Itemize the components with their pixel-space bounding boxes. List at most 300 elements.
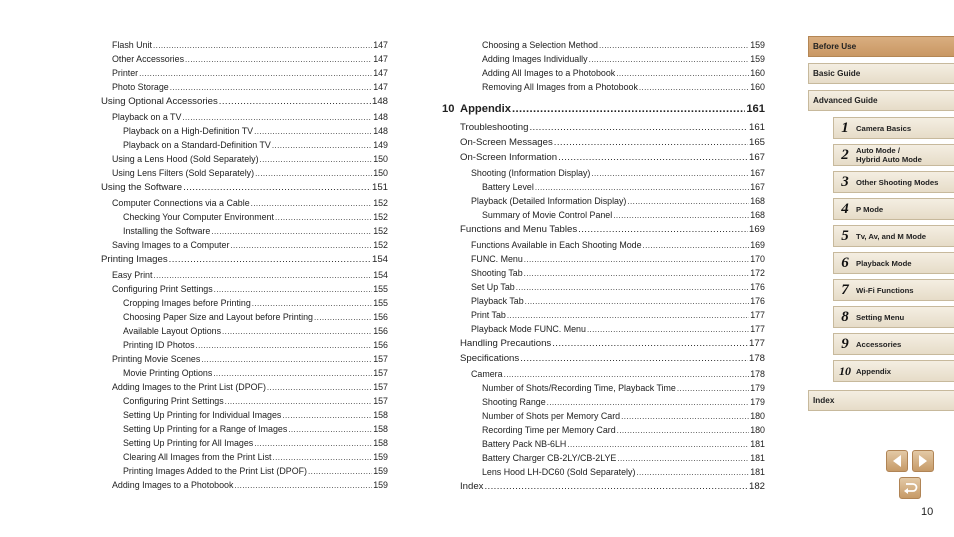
toc-entry-title: Choosing a Selection Method [482, 40, 598, 50]
dot-leader [529, 121, 748, 135]
dot-leader [170, 80, 372, 95]
toc-entry-using-a-lens-hood-sold-separately[interactable] [101, 152, 388, 166]
toc-appendix-list [460, 121, 765, 494]
sidebar-chapter-camera-basics[interactable] [833, 117, 954, 139]
toc-entry-page: 156 [373, 312, 388, 322]
toc-entry-setting-up-printing-for-all-images[interactable] [101, 436, 388, 450]
chapter-number-icon: 9 [841, 335, 849, 352]
toc-entry-page: 150 [373, 168, 388, 178]
toc-entry-title: Battery Pack NB-6LH [482, 439, 567, 449]
toc-entry-title: Summary of Movie Control Panel [482, 210, 613, 220]
toc-entry-page: 152 [373, 212, 388, 222]
dot-leader [272, 138, 372, 153]
toc-entry-title: Camera [471, 369, 503, 379]
toc-entry-title: Choosing Paper Size and Layout before Printing [123, 312, 313, 322]
toc-column-left [101, 38, 388, 492]
toc-entry-using-lens-filters-sold-separately[interactable] [101, 166, 388, 180]
sidebar-nav [808, 36, 954, 417]
toc-entry-playback-detailed-information-display[interactable] [460, 194, 765, 208]
toc-entry-photo-storage[interactable] [101, 80, 388, 94]
dot-leader [254, 436, 372, 451]
toc-entry-configuring-print-settings[interactable] [101, 394, 388, 408]
toc-entry-title: Setting Up Printing for a Range of Images [123, 424, 288, 434]
toc-entry-printing-images-added-to-the-print-list-dpof[interactable] [101, 464, 388, 478]
toc-entry-page: 147 [373, 68, 388, 78]
toc-entry-page: 169 [750, 240, 765, 250]
toc-entry-printer[interactable] [101, 66, 388, 80]
toc-entry-page: 156 [373, 340, 388, 350]
toc-entry-camera[interactable] [460, 367, 765, 381]
toc-entry-page: 168 [750, 196, 765, 206]
toc-entry-computer-connections-via-a-cable[interactable] [101, 196, 388, 210]
toc-entry-title: Playback on a High-Definition TV [123, 126, 254, 136]
dot-leader [183, 181, 371, 195]
toc-entry-title: Index [460, 481, 484, 492]
toc-entry-page: 147 [373, 40, 388, 50]
dot-leader [567, 437, 749, 452]
dot-leader [267, 380, 372, 395]
toc-entry-title: Playback on a Standard-Definition TV [123, 140, 271, 150]
chapter-number-icon: 1 [841, 119, 849, 136]
dot-leader [578, 223, 748, 237]
dot-leader [524, 252, 749, 267]
toc-entry-title: Functions Available in Each Shooting Mode [471, 240, 642, 250]
sidebar-tab-label: Basic Guide [813, 69, 861, 78]
dot-leader [211, 224, 372, 239]
sidebar-chapter-other-shooting-modes[interactable] [833, 171, 954, 193]
toc-entry-easy-print[interactable] [101, 268, 388, 282]
dot-leader [617, 423, 750, 438]
toc-entry-playback-tab[interactable] [460, 294, 765, 308]
dot-leader [554, 136, 748, 150]
chapter-number-icon: 6 [841, 254, 849, 271]
toc-continued-list [460, 38, 765, 94]
dot-leader [230, 238, 372, 253]
sidebar-chapter-setting-menu[interactable] [833, 306, 954, 328]
toc-entry-page: 152 [373, 240, 388, 250]
toc-entry-page: 159 [750, 40, 765, 50]
toc-entry-playback-mode-func-menu[interactable] [460, 322, 765, 336]
toc-entry-title: Printing Images Added to the Print List (DPOF) [123, 466, 307, 476]
dot-leader [288, 422, 372, 437]
toc-entry-set-up-tab[interactable] [460, 280, 765, 294]
toc-entry-title: FUNC. Menu [471, 254, 523, 264]
dot-leader [255, 166, 372, 181]
toc-entry-page: 159 [373, 466, 388, 476]
toc-entry-title: Printer [112, 68, 139, 78]
toc-entry-specifications[interactable] [460, 352, 765, 366]
toc-entry-page: 167 [748, 152, 765, 163]
toc-entry-title: Battery Charger CB-2LY/CB-2LYE [482, 453, 617, 463]
toc-entry-page: 161 [748, 122, 765, 133]
toc-entry-on-screen-messages[interactable] [460, 136, 765, 150]
toc-entry-title: Specifications [460, 353, 520, 364]
toc-entry-page: 159 [750, 54, 765, 64]
toc-entry-page: 177 [750, 324, 765, 334]
dot-leader [254, 124, 372, 139]
toc-entry-title: Playback on a TV [112, 112, 182, 122]
sidebar-chapter-label: Setting Menu [856, 312, 905, 322]
sidebar-chapter-label: Appendix [856, 366, 892, 376]
toc-entry-printing-movie-scenes[interactable] [101, 352, 388, 366]
dot-leader [222, 324, 372, 339]
toc-entry-shooting-tab[interactable] [460, 266, 765, 280]
toc-entry-page: 156 [373, 326, 388, 336]
toc-entry-page: 159 [373, 480, 388, 490]
toc-entry-page: 178 [748, 353, 765, 364]
dot-leader [251, 196, 373, 211]
dot-leader [196, 338, 373, 353]
sidebar-index-label: Index [813, 396, 835, 405]
dot-leader [589, 52, 750, 67]
toc-entry-saving-images-to-a-computer[interactable] [101, 238, 388, 252]
toc-entry-title: Configuring Print Settings [123, 396, 224, 406]
dot-leader [591, 166, 749, 181]
toc-entry-battery-level[interactable] [460, 180, 765, 194]
toc-chapter-appendix[interactable] [442, 99, 765, 119]
toc-entry-page: 157 [373, 382, 388, 392]
toc-entry-title: Shooting (Information Display) [471, 168, 591, 178]
toc-entry-page: 177 [748, 338, 765, 349]
dot-leader [599, 38, 749, 53]
toc-entry-lens-hood-lh-dc60-sold-separately[interactable] [460, 465, 765, 479]
dot-leader [308, 464, 372, 479]
toc-entry-playback-on-a-high-definition-tv[interactable] [101, 124, 388, 138]
chapter-number: 10 [442, 103, 455, 115]
chapter-title: Appendix [460, 103, 511, 115]
dot-leader [213, 366, 372, 381]
toc-entry-title: Playback Mode FUNC. Menu [471, 324, 586, 334]
toc-entry-using-optional-accessories[interactable] [101, 95, 388, 109]
dot-leader [214, 282, 373, 297]
dot-leader [282, 408, 372, 423]
toc-entry-flash-unit[interactable] [101, 38, 388, 52]
toc-entry-title: Handling Precautions [460, 338, 552, 349]
dot-leader [627, 194, 749, 209]
dot-leader [516, 280, 749, 295]
toc-entry-title: Print Tab [471, 310, 506, 320]
dot-leader [552, 337, 748, 351]
toc-entry-title: Adding Images to the Print List (DPOF) [112, 382, 266, 392]
toc-entry-adding-images-individually[interactable] [460, 52, 765, 66]
sidebar-tab-label: Before Use [813, 42, 857, 51]
toc-entry-title: Removing All Images from a Photobook [482, 82, 638, 92]
toc-entry-title: Using a Lens Hood (Sold Separately) [112, 154, 259, 164]
sidebar-chapter-label: Wi-Fi Functions [856, 285, 914, 295]
toc-entry-removing-all-images-from-a-photobook[interactable] [460, 80, 765, 94]
toc-entry-functions-available-in-each-shooting-mode[interactable] [460, 238, 765, 252]
toc-entry-title: Battery Level [482, 182, 534, 192]
dot-leader [636, 465, 749, 480]
toc-entry-page: 158 [373, 424, 388, 434]
toc-entry-title: Recording Time per Memory Card [482, 425, 616, 435]
toc-entry-page: 179 [750, 383, 765, 393]
sidebar-chapter-appendix[interactable] [833, 360, 954, 382]
dot-leader [512, 99, 745, 119]
toc-entry-page: 168 [750, 210, 765, 220]
dot-leader [520, 352, 748, 366]
chapter-number-icon: 5 [841, 227, 849, 244]
chapter-number-icon: 3 [841, 173, 849, 190]
toc-entry-setting-up-printing-for-individual-images[interactable] [101, 408, 388, 422]
toc-entry-page: 148 [373, 126, 388, 136]
return-icon [902, 481, 918, 495]
dot-leader [153, 38, 372, 53]
toc-entry-page: 169 [748, 224, 765, 235]
toc-entry-printing-images[interactable] [101, 253, 388, 267]
toc-entry-page: 152 [373, 226, 388, 236]
toc-entry-page: 147 [373, 82, 388, 92]
dot-leader [535, 180, 749, 195]
toc-entry-on-screen-information[interactable] [460, 151, 765, 165]
sidebar-chapter-label: Other Shooting Modes [856, 177, 939, 187]
dot-leader [484, 480, 748, 494]
toc-entry-page: 151 [371, 182, 388, 193]
toc-entry-title: Easy Print [112, 270, 153, 280]
toc-entry-index[interactable] [460, 480, 765, 494]
sidebar-chapter-auto-mode-hybrid-auto-mode[interactable] [833, 144, 954, 166]
toc-entry-title: Using the Software [101, 182, 183, 193]
toc-entry-page: 170 [750, 254, 765, 264]
dot-leader [677, 381, 749, 396]
toc-entry-movie-printing-options[interactable] [101, 366, 388, 380]
toc-entry-page: 154 [371, 254, 388, 265]
toc-entry-page: 152 [373, 198, 388, 208]
toc-entry-playback-on-a-tv[interactable] [101, 110, 388, 124]
sidebar-chapter-wi-fi-functions[interactable] [833, 279, 954, 301]
toc-entry-title: Playback (Detailed Information Display) [471, 196, 627, 206]
toc-entry-page: 160 [750, 68, 765, 78]
dot-leader [613, 208, 749, 223]
dot-leader [524, 266, 750, 281]
dot-leader [507, 308, 749, 323]
toc-entry-title: Playback Tab [471, 296, 524, 306]
toc-entry-page: 181 [750, 467, 765, 477]
toc-entry-page: 155 [373, 298, 388, 308]
sidebar-chapter-label: Accessories [856, 339, 902, 349]
toc-entry-printing-id-photos[interactable] [101, 338, 388, 352]
sidebar-chapter-playback-mode[interactable] [833, 252, 954, 274]
toc-entry-print-tab[interactable] [460, 308, 765, 322]
next-page-icon [917, 454, 929, 468]
toc-entry-number-of-shots-per-memory-card[interactable] [460, 409, 765, 423]
toc-entry-available-layout-options[interactable] [101, 324, 388, 338]
toc-entry-adding-images-to-the-print-list-dpof[interactable] [101, 380, 388, 394]
toc-entry-title: Adding Images Individually [482, 54, 588, 64]
chapter-number-icon: 2 [841, 146, 849, 163]
toc-entry-page: 157 [373, 368, 388, 378]
toc-entry-adding-images-to-a-photobook[interactable] [101, 478, 388, 492]
toc-entry-page: 148 [373, 112, 388, 122]
toc-entry-title: Shooting Tab [471, 268, 523, 278]
toc-entry-checking-your-computer-environment[interactable] [101, 210, 388, 224]
toc-entry-handling-precautions[interactable] [460, 337, 765, 351]
previous-page-button[interactable] [886, 450, 908, 472]
chapter-number-icon: 7 [841, 281, 849, 298]
previous-page-icon [891, 454, 903, 468]
dot-leader [275, 210, 372, 225]
toc-entry-title: Clearing All Images from the Print List [123, 452, 272, 462]
toc-entry-other-accessories[interactable] [101, 52, 388, 66]
dot-leader [139, 66, 372, 81]
toc-entry-number-of-shots-recording-time-playback-time[interactable] [460, 381, 765, 395]
toc-entry-title: Adding Images to a Photobook [112, 480, 234, 490]
dot-leader [558, 151, 748, 165]
toc-entry-title: Photo Storage [112, 82, 169, 92]
toc-entry-page: 165 [748, 137, 765, 148]
dot-leader [252, 296, 372, 311]
toc-entry-page: 149 [373, 140, 388, 150]
dot-leader [201, 352, 372, 367]
toc-entry-title: Printing ID Photos [123, 340, 195, 350]
sidebar-tab-before-use[interactable] [808, 36, 954, 57]
toc-entry-page: 159 [373, 452, 388, 462]
toc-entry-summary-of-movie-control-panel[interactable] [460, 208, 765, 222]
toc-entry-installing-the-software[interactable] [101, 224, 388, 238]
toc-entry-battery-pack-nb-6lh[interactable] [460, 437, 765, 451]
toc-entry-page: 176 [750, 282, 765, 292]
toc-entry-cropping-images-before-printing[interactable] [101, 296, 388, 310]
chapter-number-icon: 4 [841, 200, 849, 217]
sidebar-chapter-label: Playback Mode [856, 258, 912, 268]
toc-entry-page: 167 [750, 182, 765, 192]
toc-entry-title: Troubleshooting [460, 122, 529, 133]
dot-leader [639, 80, 749, 95]
toc-entry-title: Installing the Software [123, 226, 211, 236]
toc-entry-recording-time-per-memory-card[interactable] [460, 423, 765, 437]
toc-entry-title: Other Accessories [112, 54, 185, 64]
toc-entry-shooting-range[interactable] [460, 395, 765, 409]
toc-entry-page: 155 [373, 284, 388, 294]
dot-leader [547, 395, 750, 410]
sidebar-chapter-label: P Mode [856, 204, 884, 214]
return-button[interactable] [899, 477, 921, 499]
toc-entry-page: 180 [750, 425, 765, 435]
dot-leader [182, 110, 372, 125]
toc-entry-title: Number of Shots per Memory Card [482, 411, 621, 421]
dot-leader [314, 310, 372, 325]
toc-entry-func-menu[interactable] [460, 252, 765, 266]
dot-leader [260, 152, 373, 167]
toc-entry-page: 177 [750, 310, 765, 320]
sidebar-index[interactable] [808, 390, 954, 411]
next-page-button[interactable] [912, 450, 934, 472]
toc-entry-page: 182 [748, 481, 765, 492]
toc-entry-setting-up-printing-for-a-range-of-images[interactable] [101, 422, 388, 436]
toc-entry-page: 147 [373, 54, 388, 64]
toc-entry-page: 160 [750, 82, 765, 92]
toc-entry-battery-charger-cb-2ly-cb-2lye[interactable] [460, 451, 765, 465]
toc-entry-page: 181 [750, 453, 765, 463]
toc-entry-title: On-Screen Messages [460, 137, 553, 148]
toc-entry-playback-on-a-standard-definition-tv[interactable] [101, 138, 388, 152]
toc-entry-page: 178 [750, 369, 765, 379]
toc-entry-title: Shooting Range [482, 397, 546, 407]
toc-entry-title: Flash Unit [112, 40, 152, 50]
sidebar-chapter-label: Auto Mode / Hybrid Auto Mode [856, 146, 922, 164]
toc-entry-choosing-a-selection-method[interactable] [460, 38, 765, 52]
toc-entry-title: Cropping Images before Printing [123, 298, 251, 308]
toc-entry-page: 181 [750, 439, 765, 449]
toc-entry-title: Setting Up Printing for Individual Images [123, 410, 282, 420]
toc-entry-adding-all-images-to-a-photobook[interactable] [460, 66, 765, 80]
sidebar-chapter-tv-av-and-m-mode[interactable] [833, 225, 954, 247]
dot-leader [225, 394, 373, 409]
toc-entry-title: Set Up Tab [471, 282, 515, 292]
dot-leader [169, 253, 371, 267]
toc-entry-title: Using Lens Filters (Sold Separately) [112, 168, 255, 178]
sidebar-tab-advanced-guide[interactable] [808, 90, 954, 111]
dot-leader [504, 367, 750, 382]
sidebar-chapter-label: Camera Basics [856, 123, 912, 133]
toc-entry-page: 179 [750, 397, 765, 407]
toc-entry-title: Number of Shots/Recording Time, Playback Time [482, 383, 676, 393]
page-number: 10 [921, 506, 934, 518]
toc-entry-configuring-print-settings[interactable] [101, 282, 388, 296]
toc-entry-title: Using Optional Accessories [101, 96, 218, 107]
dot-leader [525, 294, 750, 309]
toc-entry-title: Printing Movie Scenes [112, 354, 201, 364]
toc-entry-title: Configuring Print Settings [112, 284, 213, 294]
toc-entry-functions-and-menu-tables[interactable] [460, 223, 765, 237]
toc-entry-title: Setting Up Printing for All Images [123, 438, 254, 448]
toc-entry-clearing-all-images-from-the-print-list[interactable] [101, 450, 388, 464]
toc-entry-title: On-Screen Information [460, 152, 558, 163]
sidebar-tab-basic-guide[interactable] [808, 63, 954, 84]
toc-entry-page: 157 [373, 396, 388, 406]
dot-leader [234, 478, 372, 493]
dot-leader [587, 322, 749, 337]
toc-entry-page: 158 [373, 438, 388, 448]
toc-entry-shooting-information-display[interactable] [460, 166, 765, 180]
toc-entry-page: 176 [750, 296, 765, 306]
sidebar-chapter-accessories[interactable] [833, 333, 954, 355]
toc-entry-title: Movie Printing Options [123, 368, 213, 378]
toc-entry-page: 172 [750, 268, 765, 278]
chapter-number-icon: 8 [841, 308, 849, 325]
toc-entry-page: 148 [371, 96, 388, 107]
toc-entry-page: 158 [373, 410, 388, 420]
sidebar-chapter-p-mode[interactable] [833, 198, 954, 220]
sidebar-chapter-label: Tv, Av, and M Mode [856, 231, 927, 241]
dot-leader [616, 66, 749, 81]
toc-entry-title: Functions and Menu Tables [460, 224, 578, 235]
dot-leader [219, 95, 371, 109]
chapter-number-icon: 10 [839, 363, 851, 378]
toc-entry-title: Available Layout Options [123, 326, 222, 336]
toc-entry-title: Checking Your Computer Environment [123, 212, 274, 222]
toc-entry-page: 150 [373, 154, 388, 164]
dot-leader [185, 52, 372, 67]
toc-entry-title: Computer Connections via a Cable [112, 198, 250, 208]
sidebar-tab-label: Advanced Guide [813, 96, 878, 105]
toc-entry-title: Lens Hood LH-DC60 (Sold Separately) [482, 467, 636, 477]
toc-entry-page: 154 [373, 270, 388, 280]
dot-leader [643, 238, 750, 253]
toc-entry-title: Printing Images [101, 254, 168, 265]
dot-leader [617, 451, 749, 466]
toc-entry-using-the-software[interactable] [101, 181, 388, 195]
toc-entry-choosing-paper-size-and-layout-before-printing[interactable] [101, 310, 388, 324]
dot-leader [272, 450, 372, 465]
toc-entry-troubleshooting[interactable] [460, 121, 765, 135]
toc-entry-title: Adding All Images to a Photobook [482, 68, 616, 78]
dot-leader [621, 409, 749, 424]
toc-entry-page: 180 [750, 411, 765, 421]
toc-column-middle [442, 38, 765, 495]
toc-entry-title: Saving Images to a Computer [112, 240, 230, 250]
dot-leader [153, 268, 372, 283]
